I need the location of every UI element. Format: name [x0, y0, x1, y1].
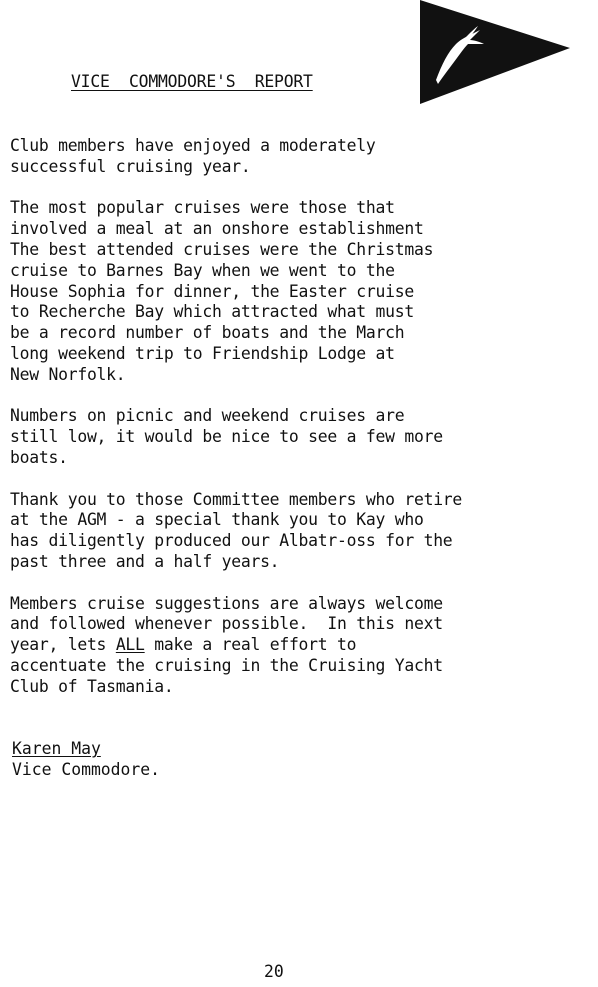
text-line: boats.: [10, 447, 68, 467]
text-line: The best attended cruises were the Christmas: [10, 239, 434, 259]
text-line: The most popular cruises were those that: [10, 198, 395, 218]
paragraph-3: [10, 406, 598, 468]
text-line: New Norfolk.: [10, 364, 126, 384]
text-line: has diligently produced our Albatr-oss for the: [10, 531, 453, 551]
text-line: Members cruise suggestions are always welcome: [10, 593, 443, 613]
text-line: and followed whenever possible. In this next: [10, 614, 443, 634]
text-line: to Recherche Bay which attracted what must: [10, 302, 414, 322]
text-line: Numbers on picnic and weekend cruises are: [10, 406, 405, 426]
page-title: VICE COMMODORE'S REPORT: [71, 72, 313, 91]
text-line: cruise to Barnes Bay when we went to the: [10, 260, 395, 280]
albatross-burgee-icon: [418, 0, 572, 104]
text-line: House Sophia for dinner, the Easter cruise: [10, 281, 414, 301]
text-line: make a real effort to: [144, 635, 357, 655]
text-line: successful cruising year.: [10, 156, 251, 176]
signature-name: Karen May: [12, 739, 101, 758]
text-line: Thank you to those Committee members who retire: [10, 489, 463, 509]
page-number: 20: [264, 962, 284, 981]
text-line: involved a meal at an onshore establishment: [10, 219, 424, 239]
text-line: at the AGM - a special thank you to Kay who: [10, 510, 424, 530]
paragraph-4: [10, 490, 598, 573]
signature-role: Vice Commodore.: [12, 760, 161, 779]
paragraph-1: [10, 136, 598, 178]
text-line: still low, it would be nice to see a few more: [10, 427, 443, 447]
text-line: past three and a half years.: [10, 551, 280, 571]
text-line: year, lets: [10, 635, 116, 655]
text-line: be a record number of boats and the March: [10, 323, 405, 343]
text-line: Club members have enjoyed a moderately: [10, 136, 376, 155]
text-line: Club of Tasmania.: [10, 676, 174, 696]
report-body: [10, 136, 598, 718]
signature-block: [12, 738, 160, 780]
emphasis-all: ALL: [115, 635, 145, 655]
paragraph-2: [10, 198, 598, 385]
text-line: accentuate the cruising in the Cruising Yacht: [10, 655, 443, 675]
text-line: long weekend trip to Friendship Lodge at: [10, 343, 395, 363]
paragraph-5: [10, 594, 598, 698]
